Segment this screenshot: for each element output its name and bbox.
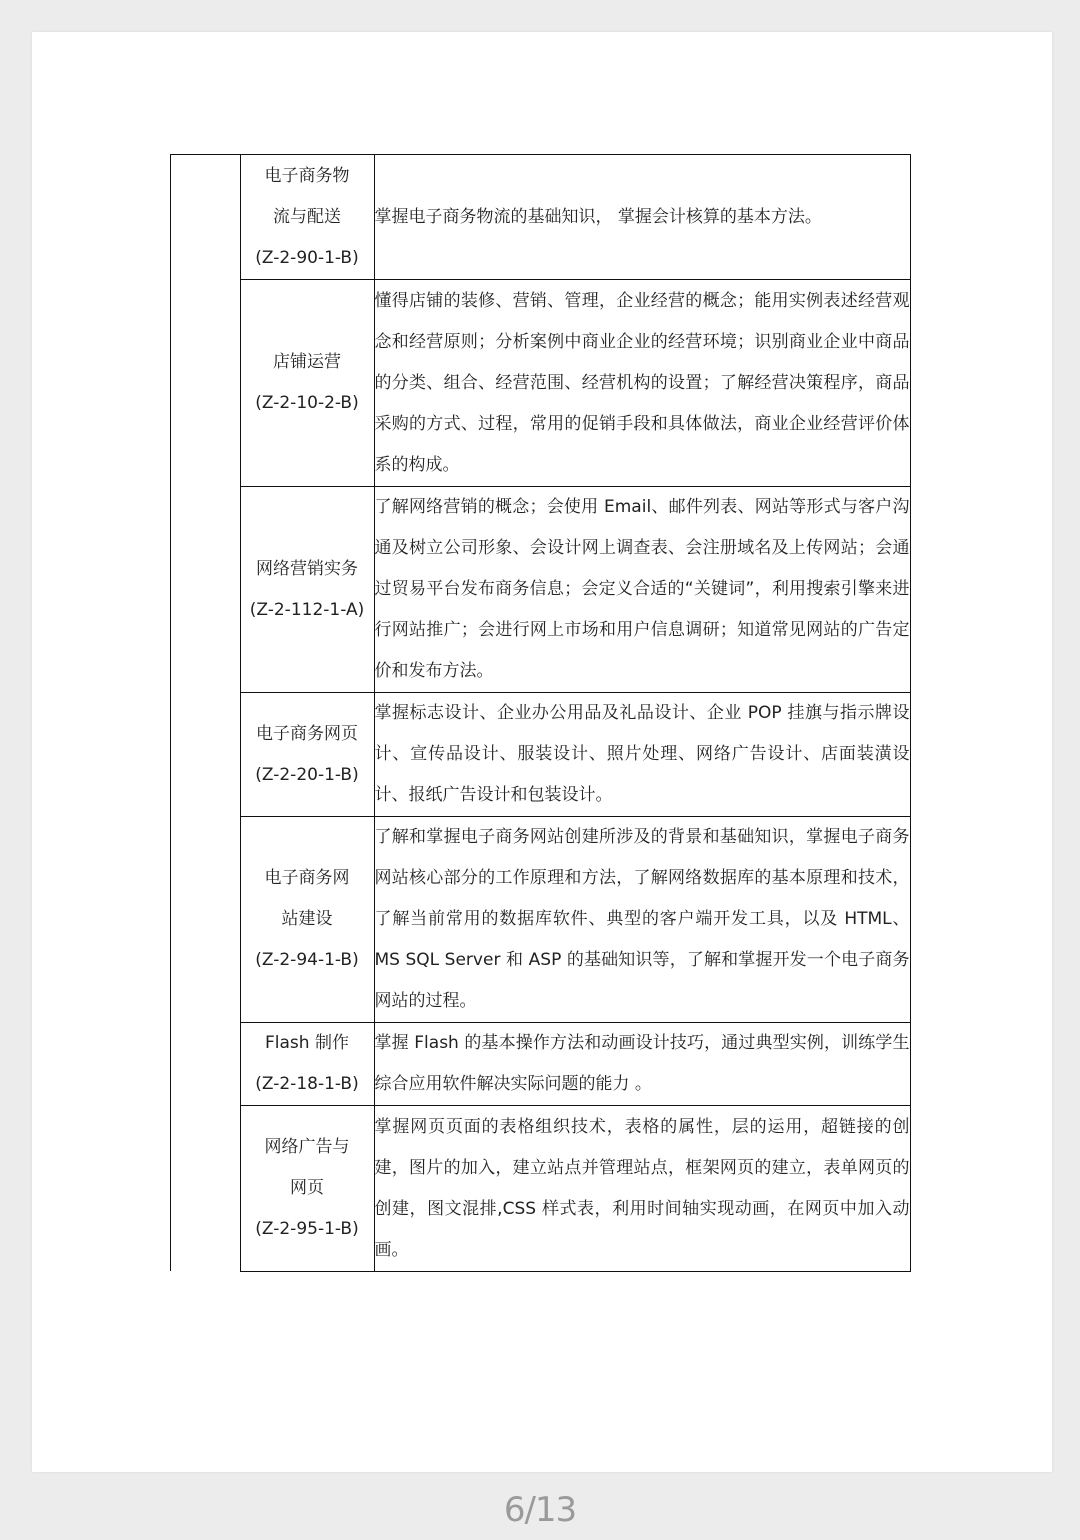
course-name: 电子商务网页: [256, 723, 358, 744]
course-cell: [240, 487, 374, 693]
page-indicator: 6/13: [503, 1490, 577, 1530]
table-row: [170, 1106, 910, 1272]
category-cell: [170, 155, 240, 280]
course-name: 网络广告与网页: [264, 1137, 350, 1198]
course-description: 掌握电子商务物流的基础知识， 掌握会计核算的基本方法。: [374, 155, 910, 280]
course-table: [170, 154, 911, 1272]
course-description: 了解网络营销的概念；会使用 Email、邮件列表、网站等形式与客户沟通及树立公司形象、会设计网上调查表、会注册域名及上传网站；会通过贸易平台发布商务信息；会定义合适的“关键词”，利用搜索引擎来进行网站推广；会进行网上市场和用户信息调研；知道常见网站的广告定价和发布方法。: [374, 487, 910, 693]
course-description: 掌握网页页面的表格组织技术，表格的属性，层的运用，超链接的创建，图片的加入，建立站点并管理站点，框架网页的建立，表单网页的创建，图文混排,CSS 样式表，利用时间轴实现动画，在网页中加入动画。: [374, 1106, 910, 1272]
category-cell: [170, 487, 240, 693]
category-cell: [170, 693, 240, 817]
table-row: [170, 817, 910, 1023]
course-code: (Z-2-10-2-B): [255, 393, 359, 413]
category-cell: [170, 1106, 240, 1272]
course-name: Flash 制作: [265, 1033, 349, 1053]
course-description: 掌握标志设计、企业办公用品及礼品设计、企业 POP 挂旗与指示牌设计、宣传品设计、服装设计、照片处理、网络广告设计、店面装潢设计、报纸广告设计和包装设计。: [374, 693, 910, 817]
category-cell: [170, 1023, 240, 1106]
course-code: (Z-2-20-1-B): [255, 764, 359, 785]
course-cell: [240, 817, 374, 1023]
course-name: 电子商务网站建设: [264, 868, 350, 929]
table-row: [170, 693, 910, 817]
table-row: [170, 487, 910, 693]
table-row: [170, 155, 910, 280]
course-cell: [240, 155, 374, 280]
table-row: [170, 1023, 910, 1106]
course-name: 网络营销实务: [256, 558, 358, 579]
course-description: 了解和掌握电子商务网站创建所涉及的背景和基础知识，掌握电子商务网站核心部分的工作原理和方法，了解网络数据库的基本原理和技术，了解当前常用的数据库软件、典型的客户端开发工具，以及 HTML、MS SQL Server 和 ASP 的基础知识等，了解和掌握开发一个电子商务网站的过程。: [374, 817, 910, 1023]
course-description: 懂得店铺的装修、营销、管理，企业经营的概念；能用实例表述经营观念和经营原则；分析案例中商业企业的经营环境；识别商业企业中商品的分类、组合、经营范围、经营机构的设置；了解经营决策程序，商品采购的方式、过程，常用的促销手段和具体做法，商业企业经营评价体系的构成。: [374, 280, 910, 487]
table-row: [170, 280, 910, 487]
course-code: (Z-2-112-1-A): [249, 599, 365, 620]
course-cell: [240, 693, 374, 817]
course-code: (Z-2-90-1-B): [255, 247, 359, 268]
course-cell: [240, 1023, 374, 1106]
category-cell: [170, 817, 240, 1023]
course-code: (Z-2-95-1-B): [255, 1219, 359, 1239]
course-cell: [240, 1106, 374, 1272]
course-cell: [240, 280, 374, 487]
course-code: (Z-2-18-1-B): [255, 1074, 359, 1094]
course-name: 电子商务物流与配送: [264, 165, 350, 227]
course-description: 掌握 Flash 的基本操作方法和动画设计技巧，通过典型实例，训练学生综合应用软件解决实际问题的能力 。: [374, 1023, 910, 1106]
category-cell: [170, 280, 240, 487]
course-name: 店铺运营: [273, 352, 341, 372]
course-code: (Z-2-94-1-B): [255, 950, 359, 970]
